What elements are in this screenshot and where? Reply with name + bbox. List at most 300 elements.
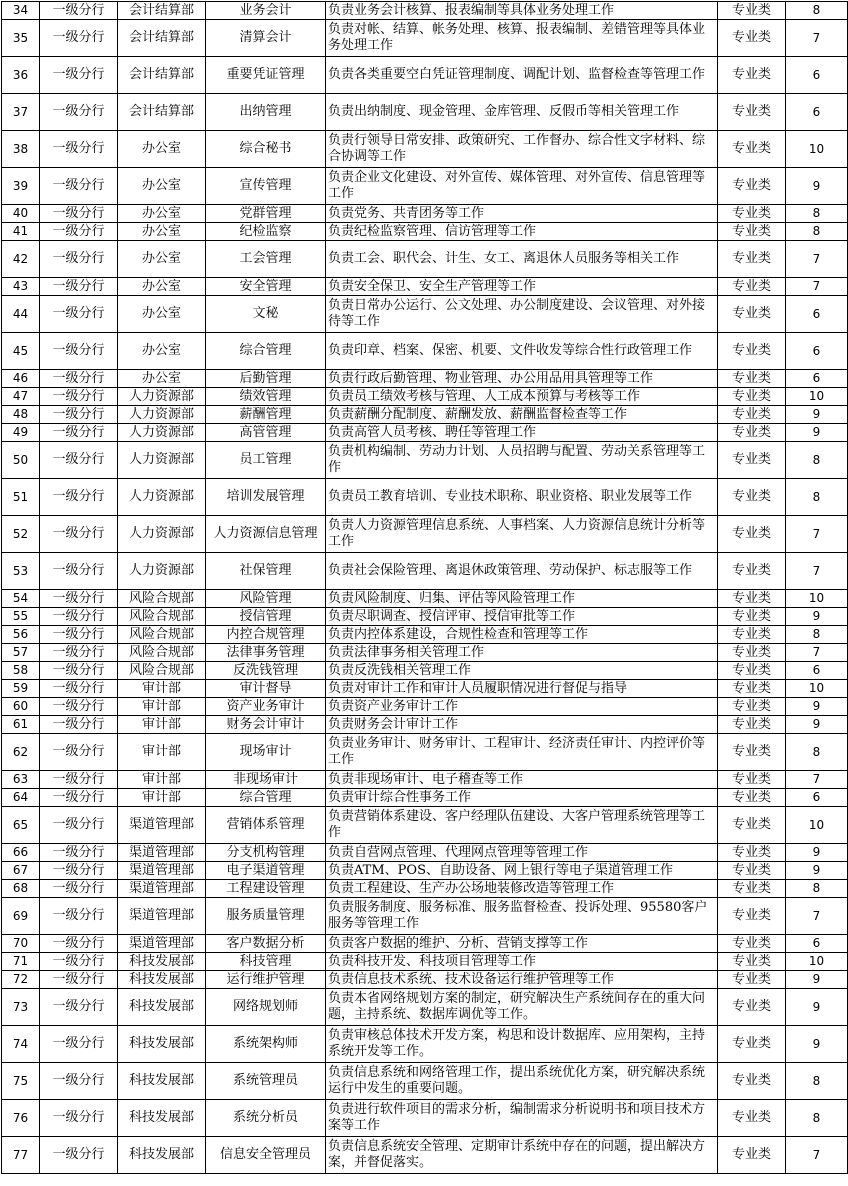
grade-cell: 9 [786,406,848,424]
position-cell: 服务质量管理 [206,898,326,935]
grade-cell: 7 [786,278,848,296]
table-row [2,771,848,789]
department-cell: 办公室 [118,241,206,278]
row-number-cell: 35 [2,20,40,57]
row-number-cell: 56 [2,626,40,644]
grade-cell: 6 [786,370,848,388]
position-cell: 综合管理 [206,789,326,807]
category-cell: 专业类 [718,771,786,789]
category-cell: 专业类 [718,333,786,370]
category-cell: 专业类 [718,20,786,57]
position-cell: 授信管理 [206,608,326,626]
position-cell: 业务会计 [206,2,326,20]
duty-description-cell: 负责行领导日常安排、政策研究、工作督办、综合性文字材料、综合协调等工作 [326,131,718,168]
category-cell: 专业类 [718,205,786,223]
category-cell: 专业类 [718,590,786,608]
table-row [2,553,848,590]
row-number-cell: 55 [2,608,40,626]
category-cell: 专业类 [718,662,786,680]
table-row [2,406,848,424]
department-cell: 渠道管理部 [118,862,206,880]
duty-description-cell: 负责信息技术系统、技术设备运行维护管理等工作 [326,971,718,989]
branch-level-cell: 一级分行 [40,698,118,716]
position-cell: 系统架构师 [206,1026,326,1063]
position-cell: 后勤管理 [206,370,326,388]
duty-description-cell: 负责本省网络规划方案的制定，研究解决生产系统间存在的重大问题，主持系统、数据库调优等工作。 [326,989,718,1026]
department-cell: 渠道管理部 [118,844,206,862]
branch-level-cell: 一级分行 [40,880,118,898]
branch-level-cell: 一级分行 [40,516,118,553]
duty-description-cell: 负责财务会计审计工作 [326,716,718,734]
grade-cell: 6 [786,57,848,94]
table-row [2,789,848,807]
table-row [2,698,848,716]
duty-description-cell: 负责出纳制度、现金管理、金库管理、反假币等相关管理工作 [326,94,718,131]
branch-level-cell: 一级分行 [40,296,118,333]
department-cell: 审计部 [118,716,206,734]
table-row [2,608,848,626]
position-cell: 综合秘书 [206,131,326,168]
position-cell: 审计督导 [206,680,326,698]
category-cell: 专业类 [718,442,786,479]
row-number-cell: 60 [2,698,40,716]
duty-description-cell: 负责法律事务相关管理工作 [326,644,718,662]
grade-cell: 9 [786,698,848,716]
category-cell: 专业类 [718,989,786,1026]
grade-cell: 9 [786,716,848,734]
branch-level-cell: 一级分行 [40,388,118,406]
table-row [2,424,848,442]
table-row [2,516,848,553]
department-cell: 审计部 [118,771,206,789]
row-number-cell: 63 [2,771,40,789]
branch-level-cell: 一级分行 [40,662,118,680]
row-number-cell: 66 [2,844,40,862]
category-cell: 专业类 [718,131,786,168]
grade-cell: 7 [786,1137,848,1174]
department-cell: 审计部 [118,734,206,771]
grade-cell: 10 [786,680,848,698]
table-row [2,1026,848,1063]
position-cell: 运行维护管理 [206,971,326,989]
grade-cell: 7 [786,771,848,789]
department-cell: 渠道管理部 [118,935,206,953]
table-row [2,844,848,862]
department-cell: 办公室 [118,333,206,370]
branch-level-cell: 一级分行 [40,771,118,789]
department-cell: 渠道管理部 [118,807,206,844]
category-cell: 专业类 [718,862,786,880]
branch-level-cell: 一级分行 [40,479,118,516]
duty-description-cell: 负责反洗钱相关管理工作 [326,662,718,680]
category-cell: 专业类 [718,388,786,406]
category-cell: 专业类 [718,953,786,971]
row-number-cell: 42 [2,241,40,278]
table-row [2,479,848,516]
table-row [2,131,848,168]
duty-description-cell: 负责安全保卫、安全生产管理等工作 [326,278,718,296]
grade-cell: 10 [786,953,848,971]
position-cell: 工会管理 [206,241,326,278]
branch-level-cell: 一级分行 [40,680,118,698]
category-cell: 专业类 [718,2,786,20]
duty-description-cell: 负责日常办公运行、公文处理、办公制度建设、会议管理、对外接待等工作 [326,296,718,333]
grade-cell: 8 [786,734,848,771]
department-cell: 审计部 [118,789,206,807]
grade-cell: 7 [786,553,848,590]
branch-level-cell: 一级分行 [40,2,118,20]
position-cell: 安全管理 [206,278,326,296]
duty-description-cell: 负责信息系统和网络管理工作，提出系统优化方案，研究解决系统运行中发生的重要问题。 [326,1063,718,1100]
department-cell: 人力资源部 [118,388,206,406]
position-cell: 客户数据分析 [206,935,326,953]
duty-description-cell: 负责科技开发、科技项目管理等工作 [326,953,718,971]
branch-level-cell: 一级分行 [40,406,118,424]
row-number-cell: 52 [2,516,40,553]
grade-cell: 8 [786,479,848,516]
table-row [2,989,848,1026]
grade-cell: 9 [786,608,848,626]
branch-level-cell: 一级分行 [40,168,118,205]
branch-level-cell: 一级分行 [40,734,118,771]
row-number-cell: 69 [2,898,40,935]
branch-level-cell: 一级分行 [40,94,118,131]
department-cell: 渠道管理部 [118,898,206,935]
row-number-cell: 41 [2,223,40,241]
duty-description-cell: 负责审计综合性事务工作 [326,789,718,807]
table-row [2,296,848,333]
row-number-cell: 48 [2,406,40,424]
branch-level-cell: 一级分行 [40,844,118,862]
table-row [2,388,848,406]
category-cell: 专业类 [718,1063,786,1100]
grade-cell: 10 [786,807,848,844]
table-row [2,935,848,953]
position-table-body [2,2,848,1174]
row-number-cell: 38 [2,131,40,168]
position-cell: 内控合规管理 [206,626,326,644]
category-cell: 专业类 [718,278,786,296]
department-cell: 办公室 [118,168,206,205]
position-cell: 财务会计审计 [206,716,326,734]
department-cell: 渠道管理部 [118,880,206,898]
branch-level-cell: 一级分行 [40,223,118,241]
table-row [2,626,848,644]
position-cell: 风险管理 [206,590,326,608]
position-cell: 员工管理 [206,442,326,479]
duty-description-cell: 负责进行软件项目的需求分析，编制需求分析说明书和项目技术方案等工作 [326,1100,718,1137]
grade-cell: 9 [786,971,848,989]
position-cell: 培训发展管理 [206,479,326,516]
category-cell: 专业类 [718,1100,786,1137]
row-number-cell: 49 [2,424,40,442]
table-row [2,1063,848,1100]
department-cell: 办公室 [118,223,206,241]
department-cell: 人力资源部 [118,553,206,590]
category-cell: 专业类 [718,168,786,205]
duty-description-cell: 负责尽职调查、授信评审、授信审批等工作 [326,608,718,626]
branch-level-cell: 一级分行 [40,205,118,223]
row-number-cell: 51 [2,479,40,516]
table-row [2,898,848,935]
department-cell: 办公室 [118,370,206,388]
category-cell: 专业类 [718,516,786,553]
position-cell: 营销体系管理 [206,807,326,844]
duty-description-cell: 负责对帐、结算、帐务处理、核算、报表编制、差错管理等具体业务处理工作 [326,20,718,57]
row-number-cell: 47 [2,388,40,406]
branch-level-cell: 一级分行 [40,935,118,953]
position-cell: 党群管理 [206,205,326,223]
branch-level-cell: 一级分行 [40,131,118,168]
branch-level-cell: 一级分行 [40,1063,118,1100]
branch-level-cell: 一级分行 [40,898,118,935]
branch-level-cell: 一级分行 [40,1026,118,1063]
table-row [2,370,848,388]
department-cell: 科技发展部 [118,953,206,971]
category-cell: 专业类 [718,626,786,644]
category-cell: 专业类 [718,223,786,241]
category-cell: 专业类 [718,1026,786,1063]
department-cell: 科技发展部 [118,1137,206,1174]
duty-description-cell: 负责印章、档案、保密、机要、文件收发等综合性行政管理工作 [326,333,718,370]
position-cell: 高管管理 [206,424,326,442]
table-row [2,168,848,205]
category-cell: 专业类 [718,935,786,953]
row-number-cell: 74 [2,1026,40,1063]
row-number-cell: 61 [2,716,40,734]
position-cell: 社保管理 [206,553,326,590]
category-cell: 专业类 [718,608,786,626]
position-cell: 清算会计 [206,20,326,57]
position-cell: 现场审计 [206,734,326,771]
category-cell: 专业类 [718,971,786,989]
row-number-cell: 44 [2,296,40,333]
department-cell: 办公室 [118,131,206,168]
table-row [2,590,848,608]
row-number-cell: 37 [2,94,40,131]
duty-description-cell: 负责工程建设、生产办公场地装修改造等管理工作 [326,880,718,898]
category-cell: 专业类 [718,807,786,844]
grade-cell: 8 [786,442,848,479]
row-number-cell: 50 [2,442,40,479]
duty-description-cell: 负责服务制度、服务标准、服务监督检查、投诉处理、95580客户服务等管理工作 [326,898,718,935]
position-cell: 分支机构管理 [206,844,326,862]
branch-level-cell: 一级分行 [40,971,118,989]
duty-description-cell: 负责各类重要空白凭证管理制度、调配计划、监督检查等管理工作 [326,57,718,94]
category-cell: 专业类 [718,406,786,424]
department-cell: 审计部 [118,680,206,698]
grade-cell: 10 [786,131,848,168]
department-cell: 办公室 [118,296,206,333]
table-row [2,205,848,223]
table-row [2,2,848,20]
grade-cell: 8 [786,223,848,241]
row-number-cell: 64 [2,789,40,807]
department-cell: 科技发展部 [118,989,206,1026]
duty-description-cell: 负责党务、共青团务等工作 [326,205,718,223]
position-cell: 电子渠道管理 [206,862,326,880]
department-cell: 人力资源部 [118,479,206,516]
row-number-cell: 65 [2,807,40,844]
category-cell: 专业类 [718,898,786,935]
grade-cell: 6 [786,662,848,680]
table-row [2,953,848,971]
position-cell: 资产业务审计 [206,698,326,716]
branch-level-cell: 一级分行 [40,716,118,734]
row-number-cell: 72 [2,971,40,989]
category-cell: 专业类 [718,57,786,94]
grade-cell: 7 [786,516,848,553]
branch-level-cell: 一级分行 [40,370,118,388]
category-cell: 专业类 [718,296,786,333]
position-table [1,1,848,1174]
grade-cell: 6 [786,935,848,953]
branch-level-cell: 一级分行 [40,807,118,844]
grade-cell: 9 [786,168,848,205]
grade-cell: 8 [786,1100,848,1137]
row-number-cell: 62 [2,734,40,771]
grade-cell: 8 [786,880,848,898]
grade-cell: 8 [786,2,848,20]
department-cell: 科技发展部 [118,1063,206,1100]
row-number-cell: 36 [2,57,40,94]
position-cell: 文秘 [206,296,326,333]
position-cell: 综合管理 [206,333,326,370]
branch-level-cell: 一级分行 [40,789,118,807]
table-row [2,241,848,278]
department-cell: 会计结算部 [118,94,206,131]
department-cell: 审计部 [118,698,206,716]
department-cell: 人力资源部 [118,406,206,424]
category-cell: 专业类 [718,1137,786,1174]
grade-cell: 9 [786,862,848,880]
table-row [2,1100,848,1137]
duty-description-cell: 负责机构编制、劳动力计划、人员招聘与配置、劳动关系管理等工作 [326,442,718,479]
duty-description-cell: 负责营销体系建设、客户经理队伍建设、大客户管理系统管理等工作 [326,807,718,844]
category-cell: 专业类 [718,424,786,442]
category-cell: 专业类 [718,716,786,734]
position-cell: 薪酬管理 [206,406,326,424]
branch-level-cell: 一级分行 [40,57,118,94]
category-cell: 专业类 [718,680,786,698]
department-cell: 科技发展部 [118,1100,206,1137]
duty-description-cell: 负责内控体系建设，合规性检查和管理等工作 [326,626,718,644]
department-cell: 科技发展部 [118,1026,206,1063]
row-number-cell: 58 [2,662,40,680]
department-cell: 风险合规部 [118,662,206,680]
branch-level-cell: 一级分行 [40,862,118,880]
duty-description-cell: 负责高管人员考核、聘任等管理工作 [326,424,718,442]
category-cell: 专业类 [718,844,786,862]
department-cell: 人力资源部 [118,516,206,553]
duty-description-cell: 负责员工教育培训、专业技术职称、职业资格、职业发展等工作 [326,479,718,516]
row-number-cell: 34 [2,2,40,20]
duty-description-cell: 负责审核总体技术开发方案，构思和设计数据库、应用架构，主持系统开发等工作。 [326,1026,718,1063]
grade-cell: 6 [786,296,848,333]
position-cell: 非现场审计 [206,771,326,789]
grade-cell: 6 [786,789,848,807]
department-cell: 办公室 [118,278,206,296]
table-row [2,278,848,296]
position-cell: 纪检监察 [206,223,326,241]
position-cell: 重要凭证管理 [206,57,326,94]
category-cell: 专业类 [718,241,786,278]
branch-level-cell: 一级分行 [40,644,118,662]
branch-level-cell: 一级分行 [40,626,118,644]
grade-cell: 8 [786,1063,848,1100]
duty-description-cell: 负责纪检监察管理、信访管理等工作 [326,223,718,241]
duty-description-cell: 负责员工绩效考核与管理、人工成本预算与考核等工作 [326,388,718,406]
branch-level-cell: 一级分行 [40,333,118,370]
duty-description-cell: 负责工会、职代会、计生、女工、离退休人员服务等相关工作 [326,241,718,278]
duty-description-cell: 负责业务会计核算、报表编制等具体业务处理工作 [326,2,718,20]
table-row [2,680,848,698]
row-number-cell: 71 [2,953,40,971]
grade-cell: 9 [786,424,848,442]
table-row [2,223,848,241]
department-cell: 风险合规部 [118,626,206,644]
position-cell: 法律事务管理 [206,644,326,662]
duty-description-cell: 负责客户数据的维护、分析、营销支撑等工作 [326,935,718,953]
row-number-cell: 75 [2,1063,40,1100]
category-cell: 专业类 [718,94,786,131]
position-cell: 反洗钱管理 [206,662,326,680]
category-cell: 专业类 [718,479,786,516]
table-row [2,94,848,131]
duty-description-cell: 负责信息系统安全管理、定期审计系统中存在的问题，提出解决方案，并督促落实。 [326,1137,718,1174]
category-cell: 专业类 [718,698,786,716]
branch-level-cell: 一级分行 [40,953,118,971]
category-cell: 专业类 [718,644,786,662]
row-number-cell: 57 [2,644,40,662]
position-cell: 出纳管理 [206,94,326,131]
table-row [2,333,848,370]
grade-cell: 10 [786,590,848,608]
department-cell: 风险合规部 [118,644,206,662]
table-row [2,57,848,94]
department-cell: 会计结算部 [118,20,206,57]
table-row [2,644,848,662]
row-number-cell: 59 [2,680,40,698]
row-number-cell: 73 [2,989,40,1026]
branch-level-cell: 一级分行 [40,424,118,442]
duty-description-cell: 负责企业文化建设、对外宣传、媒体管理、对外宣传、信息管理等工作 [326,168,718,205]
grade-cell: 8 [786,205,848,223]
row-number-cell: 67 [2,862,40,880]
grade-cell: 8 [786,626,848,644]
branch-level-cell: 一级分行 [40,553,118,590]
table-row [2,862,848,880]
branch-level-cell: 一级分行 [40,278,118,296]
position-cell: 宣传管理 [206,168,326,205]
duty-description-cell: 负责风险制度、归集、评估等风险管理工作 [326,590,718,608]
row-number-cell: 45 [2,333,40,370]
department-cell: 会计结算部 [118,2,206,20]
row-number-cell: 53 [2,553,40,590]
table-row [2,807,848,844]
duty-description-cell: 负责对审计工作和审计人员履职情况进行督促与指导 [326,680,718,698]
branch-level-cell: 一级分行 [40,1100,118,1137]
position-cell: 网络规划师 [206,989,326,1026]
duty-description-cell: 负责自营网点管理、代理网点管理等管理工作 [326,844,718,862]
branch-level-cell: 一级分行 [40,442,118,479]
branch-level-cell: 一级分行 [40,989,118,1026]
table-row [2,442,848,479]
row-number-cell: 39 [2,168,40,205]
duty-description-cell: 负责薪酬分配制度、薪酬发放、薪酬监督检查等工作 [326,406,718,424]
row-number-cell: 76 [2,1100,40,1137]
position-cell: 系统分析员 [206,1100,326,1137]
